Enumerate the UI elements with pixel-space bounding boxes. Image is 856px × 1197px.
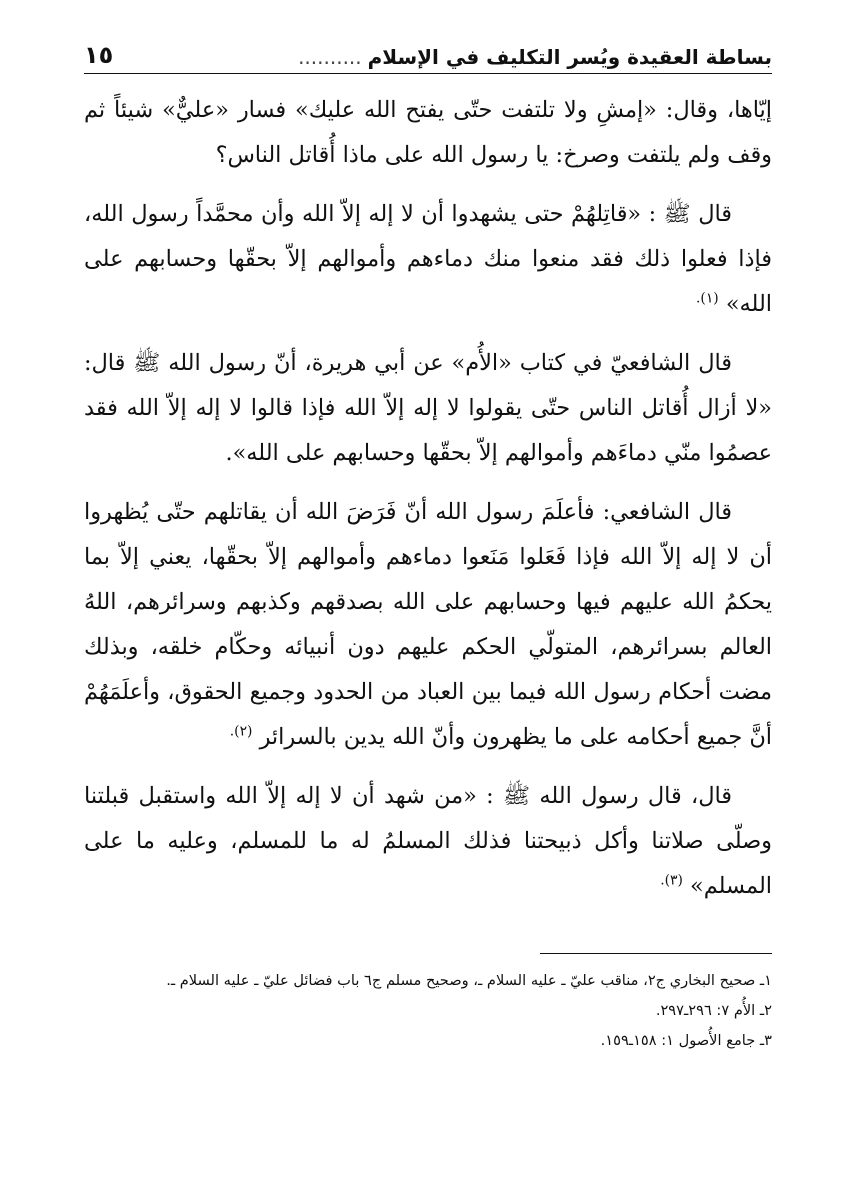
paragraph-2 bbox=[84, 192, 772, 327]
footnotes bbox=[84, 966, 772, 1056]
paragraph-text: إيّاها، وقال: «إمشِ ولا تلتفت حتّى يفتح الله عليك» فسار «عليٌّ» شيئاً ثم وقف ولم يلتفت وصرخ: يا رسول الله على ماذا أُقاتل الناس؟ bbox=[84, 97, 772, 168]
paragraph-5 bbox=[84, 774, 772, 909]
footnote-marker-1: (١). bbox=[696, 290, 719, 307]
running-title-text: بساطة العقيدة ويُسر التكليف في الإسلام bbox=[367, 45, 772, 69]
page-number: ١٥ bbox=[84, 41, 114, 69]
paragraph-3 bbox=[84, 341, 772, 476]
paragraph-text: قال الشافعيّ في كتاب «الأُم» عن أبي هريرة، أنّ رسول الله ﷺ قال: «لا أزال أُقاتل الناس حتّى يقولوا لا إله إلاّ الله فإذا قالوا لا إله إلاّ الله فقد عصمُوا منّي دماءَهم وأموالهم إلاّ بحقّها وحسابهم على الله». bbox=[84, 350, 772, 466]
page-body bbox=[84, 88, 772, 909]
leader-dots: .......... bbox=[298, 45, 362, 69]
footnote-1: ١ـ صحيح البخاري ج٢، مناقب عليّ ـ عليه السلام ـ، وصحيح مسلم ج٦ باب فضائل عليّ ـ عليه السلام ـ. bbox=[166, 972, 772, 989]
paragraph-text: قال الشافعي: فأعلَمَ رسول الله أنّ فَرَضَ الله أن يقاتلهم حتّى يُظهروا أن لا إله إلاّ الله فإذا فَعَلوا مَنَعوا دماءهم وأموالهم إلاّ بحقّها، يعني إلاّ بما يحكمُ الله عليهم فيها وحسابهم على الله بصدقهم وكذبهم وسرائرهم، اللهُ العالم بسرائرهم، المتولّي الحكم عليهم دون أنبيائه وحكّام خلقه، وبذلك مضت أحكام رسول الله فيما بين العباد من الحدود وجميع الحقوق، وأعلَمَهُمْ أنَّ جميع أحكامه على ما يظهرون وأنّ الله يدين بالسرائر bbox=[84, 499, 772, 750]
footnote-2: ٢ـ الأُم ٧: ٢٩٦ـ٢٩٧. bbox=[655, 1002, 772, 1019]
paragraph-text: قال ﷺ : «قاتِلهُمْ حتى يشهدوا أن لا إله إلاّ الله وأن محمَّداً رسول الله، فإذا فعلوا ذلك فقد منعوا منك دماءهم وأموالهم إلاّ بحقّها وحسابهم على الله» bbox=[84, 201, 772, 317]
running-header bbox=[84, 30, 772, 74]
footnote-3: ٣ـ جامع الأُصول ١: ١٥٨ـ١٥٩. bbox=[600, 1032, 772, 1049]
paragraph-1 bbox=[84, 88, 772, 178]
footnote-marker-3: (٣). bbox=[660, 872, 683, 889]
footnote-marker-2: (٢). bbox=[229, 723, 253, 740]
footnote-separator bbox=[540, 953, 772, 954]
paragraph-4 bbox=[84, 490, 772, 760]
book-page bbox=[84, 30, 772, 1160]
paragraph-text: قال، قال رسول الله ﷺ : «من شهد أن لا إله إلاّ الله واستقبل قبلتنا وصلّى صلاتنا وأكل ذبيحتنا فذلك المسلمُ له ما للمسلم، وعليه ما على المسلم» bbox=[84, 783, 772, 899]
running-title bbox=[298, 45, 772, 69]
